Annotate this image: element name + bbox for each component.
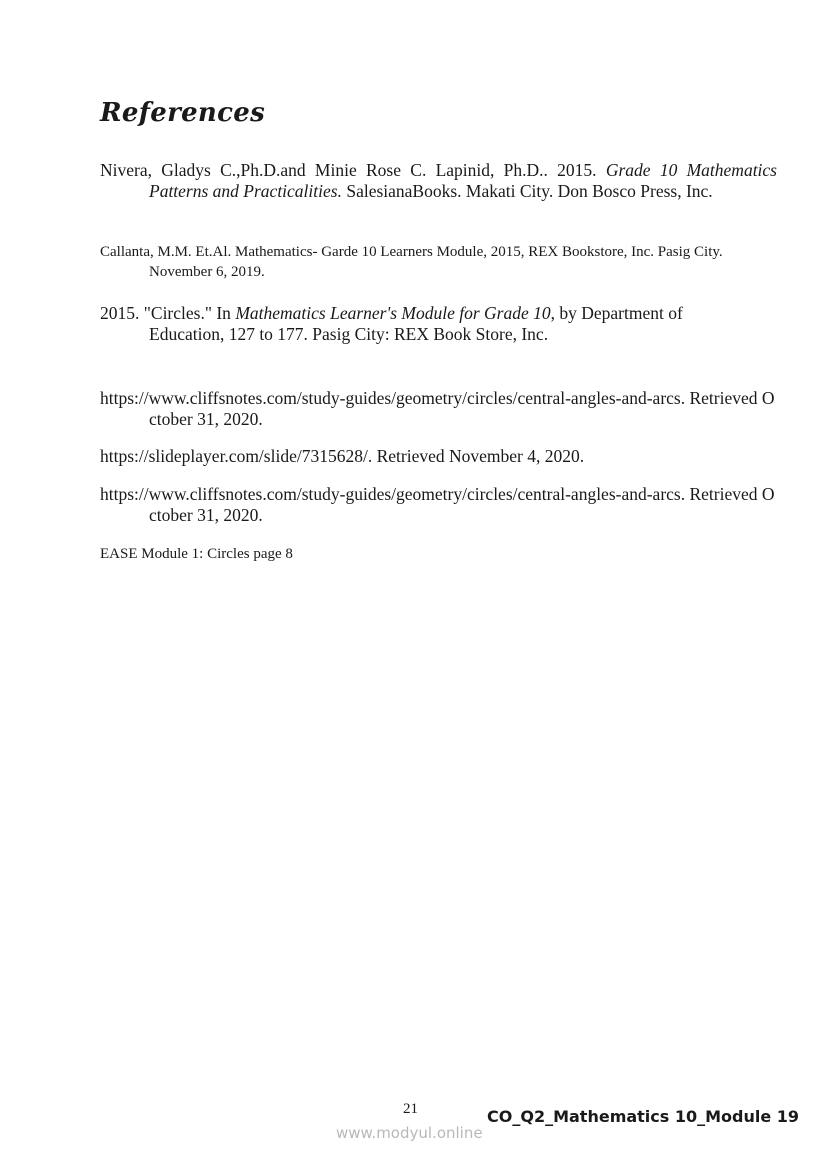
- ref-text: 2015. "Circles." In: [100, 303, 236, 323]
- ref-title: Grade 10 Mathematics Patterns and Practicalities.: [149, 160, 777, 201]
- ref-text: EASE Module 1: Circles page 8: [100, 546, 293, 562]
- page-number: 21: [403, 1101, 418, 1117]
- reference-circles-deped: [100, 303, 749, 345]
- ref-text: Callanta, M.M. Et.Al. Mathematics- Garde 10 Learners Module, 2015, REX Bookstore, Inc. Pasig City. November 6, 2019.: [100, 244, 723, 280]
- ref-text: SalesianaBooks. Makati City. Don Bosco Press, Inc.: [341, 181, 713, 201]
- reference-nivera: [100, 160, 777, 202]
- ref-text: https://www.cliffsnotes.com/study-guides/geometry/circles/central-angles-and-arcs. Retrieved October 31, 2020.: [100, 484, 775, 525]
- module-code: CO_Q2_Mathematics 10_Module 19: [487, 1107, 800, 1126]
- reference-ease: [100, 544, 777, 565]
- ref-text: , by Department of Education, 127 to 177. Pasig City: REX Book Store, Inc.: [149, 303, 683, 344]
- ref-text: https://www.cliffsnotes.com/study-guides/geometry/circles/central-angles-and-arcs. Retrieved October 31, 2020.: [100, 388, 775, 429]
- reference-cliffsnotes-1: [100, 388, 777, 430]
- reference-cliffsnotes-2: [100, 484, 777, 526]
- reference-slideplayer: [100, 446, 777, 467]
- page-title: References: [100, 98, 266, 128]
- ref-title: Mathematics Learner's Module for Grade 10: [235, 303, 551, 323]
- ref-text: Nivera, Gladys C.,Ph.D.and Minie Rose C. Lapinid, Ph.D.. 2015.: [100, 160, 606, 180]
- reference-callanta: [100, 243, 777, 282]
- ref-text: https://slideplayer.com/slide/7315628/. Retrieved November 4, 2020.: [100, 446, 585, 466]
- watermark: www.modyul.online: [336, 1124, 483, 1142]
